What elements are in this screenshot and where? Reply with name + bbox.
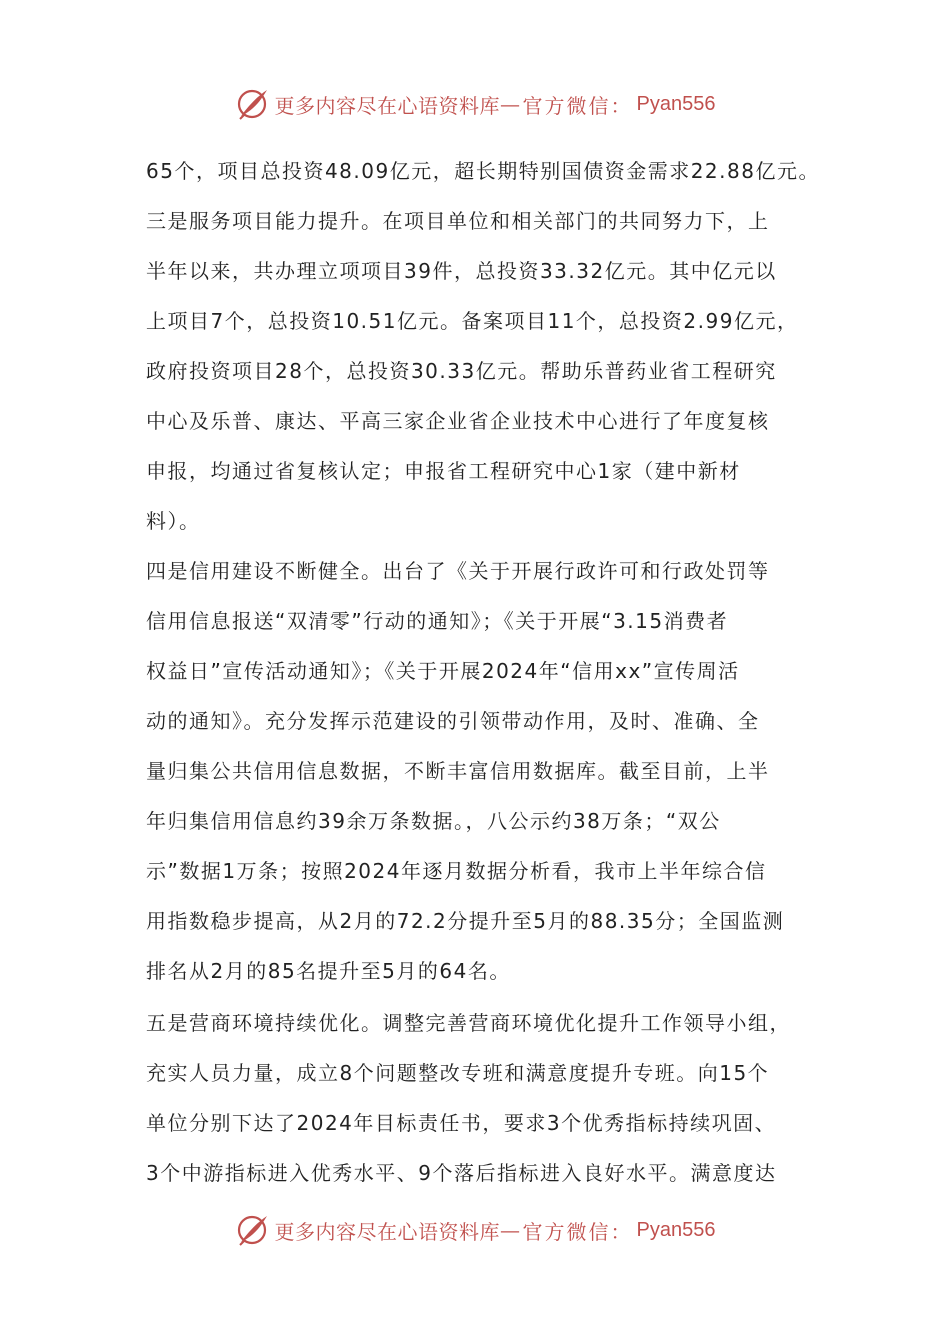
body-line: 年归集信用信息约39余万条数据。，八公示约38万条；“双公 bbox=[146, 809, 721, 833]
quill-pen-logo-icon bbox=[235, 1212, 271, 1248]
body-line: 申报，均通过省复核认定；申报省工程研究中心1家（建中新材 bbox=[146, 459, 741, 483]
body-line: 上项目7个，总投资10.51亿元。备案项目11个，总投资2.99亿元， bbox=[146, 309, 799, 333]
body-line: 排名从2月的85名提升至5月的64名。 bbox=[146, 959, 511, 983]
footer-wechat-label: 官方微信： bbox=[522, 1219, 633, 1244]
footer-wechat-id: Pyan556 bbox=[636, 1218, 716, 1241]
quill-pen-logo-icon bbox=[235, 86, 271, 122]
body-line: 量归集公共信用信息数据，不断丰富信用数据库。截至目前，上半 bbox=[146, 759, 770, 783]
header-separator: — bbox=[500, 92, 521, 116]
footer-watermark bbox=[0, 1210, 950, 1250]
header-brand-text: 更多内容尽在心语资料库 bbox=[274, 93, 501, 118]
body-line: 用指数稳步提高，从2月的72.2分提升至5月的88.35分；全国监测 bbox=[146, 909, 785, 933]
body-line: 三是服务项目能力提升。在项目单位和相关部门的共同努力下，上 bbox=[146, 209, 770, 233]
body-line: 充实人员力量，成立8个问题整改专班和满意度提升专班。向15个 bbox=[146, 1061, 770, 1085]
body-line: 中心及乐普、康达、平高三家企业省企业技术中心进行了年度复核 bbox=[146, 409, 770, 433]
footer-separator: — bbox=[500, 1218, 521, 1242]
body-line: 动的通知》。充分发挥示范建设的引领带动作用，及时、准确、全 bbox=[146, 709, 760, 733]
body-line: 65个，项目总投资48.09亿元，超长期特别国债资金需求22.88亿元。 bbox=[146, 159, 820, 183]
body-line: 单位分别下达了2024年目标责任书，要求3个优秀指标持续巩固、 bbox=[146, 1111, 777, 1135]
header-wechat-id: Pyan556 bbox=[636, 92, 716, 115]
header-wechat-label: 官方微信： bbox=[522, 93, 633, 118]
body-line: 权益日”宣传活动通知》；《关于开展2024年“信用xx”宣传周活 bbox=[146, 659, 740, 683]
header-watermark bbox=[0, 84, 950, 124]
document-body bbox=[146, 146, 822, 1198]
body-line: 政府投资项目28个，总投资30.33亿元。帮助乐普药业省工程研究 bbox=[146, 359, 777, 383]
footer-brand-text: 更多内容尽在心语资料库 bbox=[274, 1219, 501, 1244]
body-line: 3个中游指标进入优秀水平、9个落后指标进入良好水平。满意度达 bbox=[146, 1161, 777, 1185]
body-line: 五是营商环境持续优化。调整完善营商环境优化提升工作领导小组， bbox=[146, 1011, 791, 1035]
body-line: 料）。 bbox=[146, 509, 201, 533]
body-line: 示”数据1万条；按照2024年逐月数据分析看，我市上半年综合信 bbox=[146, 859, 767, 883]
body-line: 信用信息报送“双清零”行动的通知》；《关于开展“3.15消费者 bbox=[146, 609, 729, 633]
body-line: 半年以来，共办理立项项目39件，总投资33.32亿元。其中亿元以 bbox=[146, 259, 777, 283]
body-line: 四是信用建设不断健全。出台了《关于开展行政许可和行政处罚等 bbox=[146, 559, 770, 583]
